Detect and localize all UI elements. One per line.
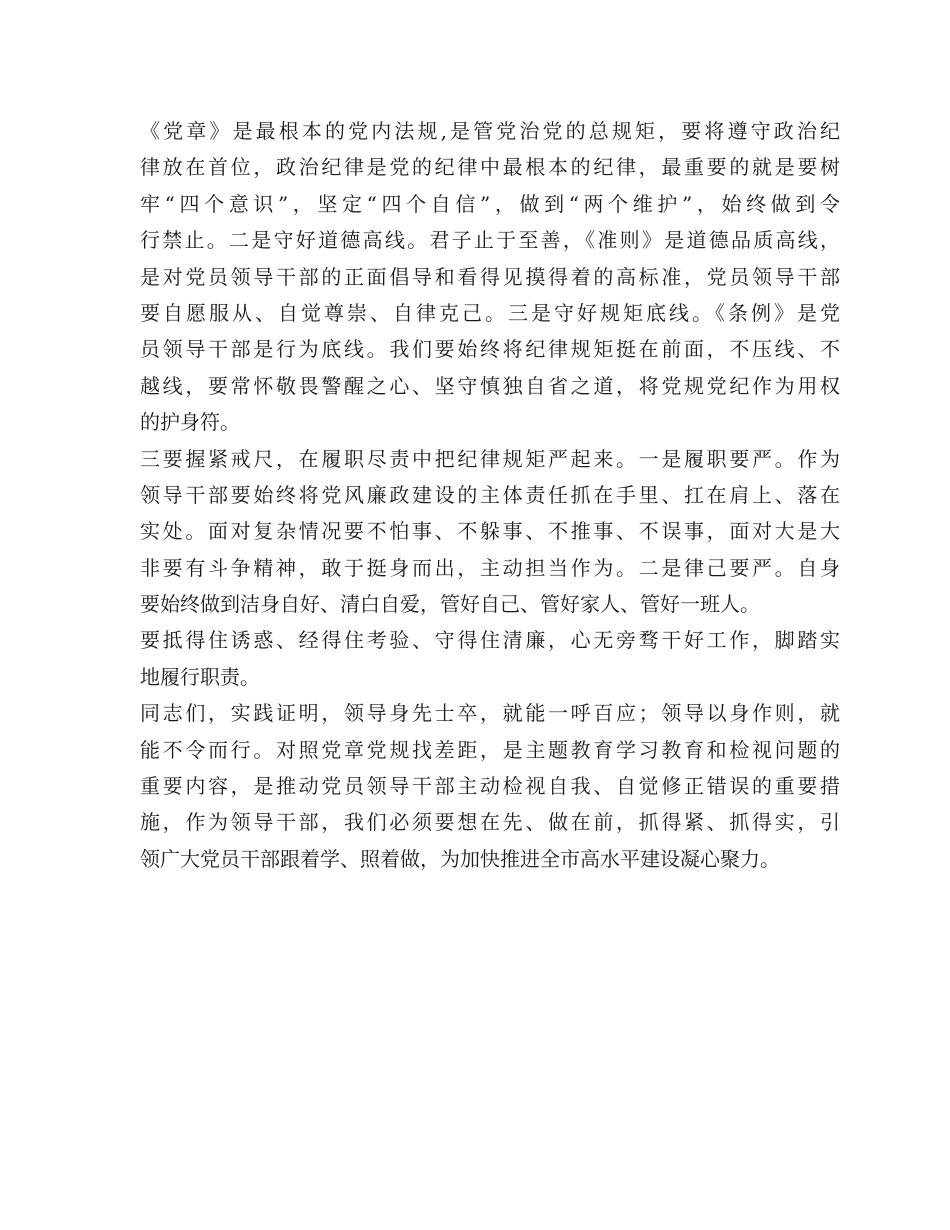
text-line: 要始终做到洁身自好、清白自爱，管好自己、管好家人、管好一班人。 (140, 592, 760, 617)
text-line: 地履行职责。 (140, 664, 260, 689)
text-line: 领广大党员干部跟着学、照着做，为加快推进全市高水平建设凝心聚力。 (140, 846, 780, 871)
text-line: 是对党员领导干部的正面倡导和看得见摸得着的高标准，党员领导干部 (140, 264, 840, 289)
text-line: 要抵得住诱惑、经得住考验、守得住清廉，心无旁骛干好工作，脚踏实 (140, 628, 840, 653)
paragraph (140, 695, 840, 877)
text-line: 律放在首位，政治纪律是党的纪律中最根本的纪律，最重要的就是要树 (140, 155, 840, 180)
text-line: 员领导干部是行为底线。我们要始终将纪律规矩挺在前面，不压线、不 (140, 337, 840, 362)
text-line: 领导干部要始终将党风廉政建设的主体责任抓在手里、扛在肩上、落在 (140, 482, 840, 507)
text-line: 行禁止。二是守好道德高线。君子止于至善，《准则》是道德品质高线， (140, 228, 840, 253)
text-line: 施，作为领导干部，我们必须要想在先、做在前，抓得紧、抓得实，引 (140, 810, 840, 835)
document-body (140, 113, 840, 877)
text-line: 牢“四个意识”，坚定“四个自信”，做到“两个维护”，始终做到令 (140, 191, 840, 216)
text-line: 三要握紧戒尺，在履职尽责中把纪律规矩严起来。一是履职要严。作为 (140, 446, 840, 471)
text-line: 《党章》是最根本的党内法规,是管党治党的总规矩，要将遵守政治纪 (140, 119, 840, 143)
text-line: 能不令而行。对照党章党规找差距，是主题教育学习教育和检视问题的 (140, 737, 840, 762)
text-line: 非要有斗争精神，敢于挺身而出，主动担当作为。二是律己要严。自身 (140, 555, 840, 580)
text-line: 实处。面对复杂情况要不怕事、不躲事、不推事、不误事，面对大是大 (140, 519, 840, 544)
text-line: 的护身符。 (140, 410, 240, 435)
paragraph (140, 113, 840, 441)
text-line: 要自愿服从、自觉尊崇、自律克己。三是守好规矩底线。《条例》是党 (140, 300, 840, 325)
text-line: 重要内容，是推动党员领导干部主动检视自我、自觉修正错误的重要措 (140, 774, 840, 799)
paragraph (140, 441, 840, 696)
text-line: 越线，要常怀敬畏警醒之心、坚守慎独自省之道，将党规党纪作为用权 (140, 373, 840, 398)
text-line: 同志们，实践证明，领导身先士卒，就能一呼百应；领导以身作则，就 (140, 701, 840, 726)
